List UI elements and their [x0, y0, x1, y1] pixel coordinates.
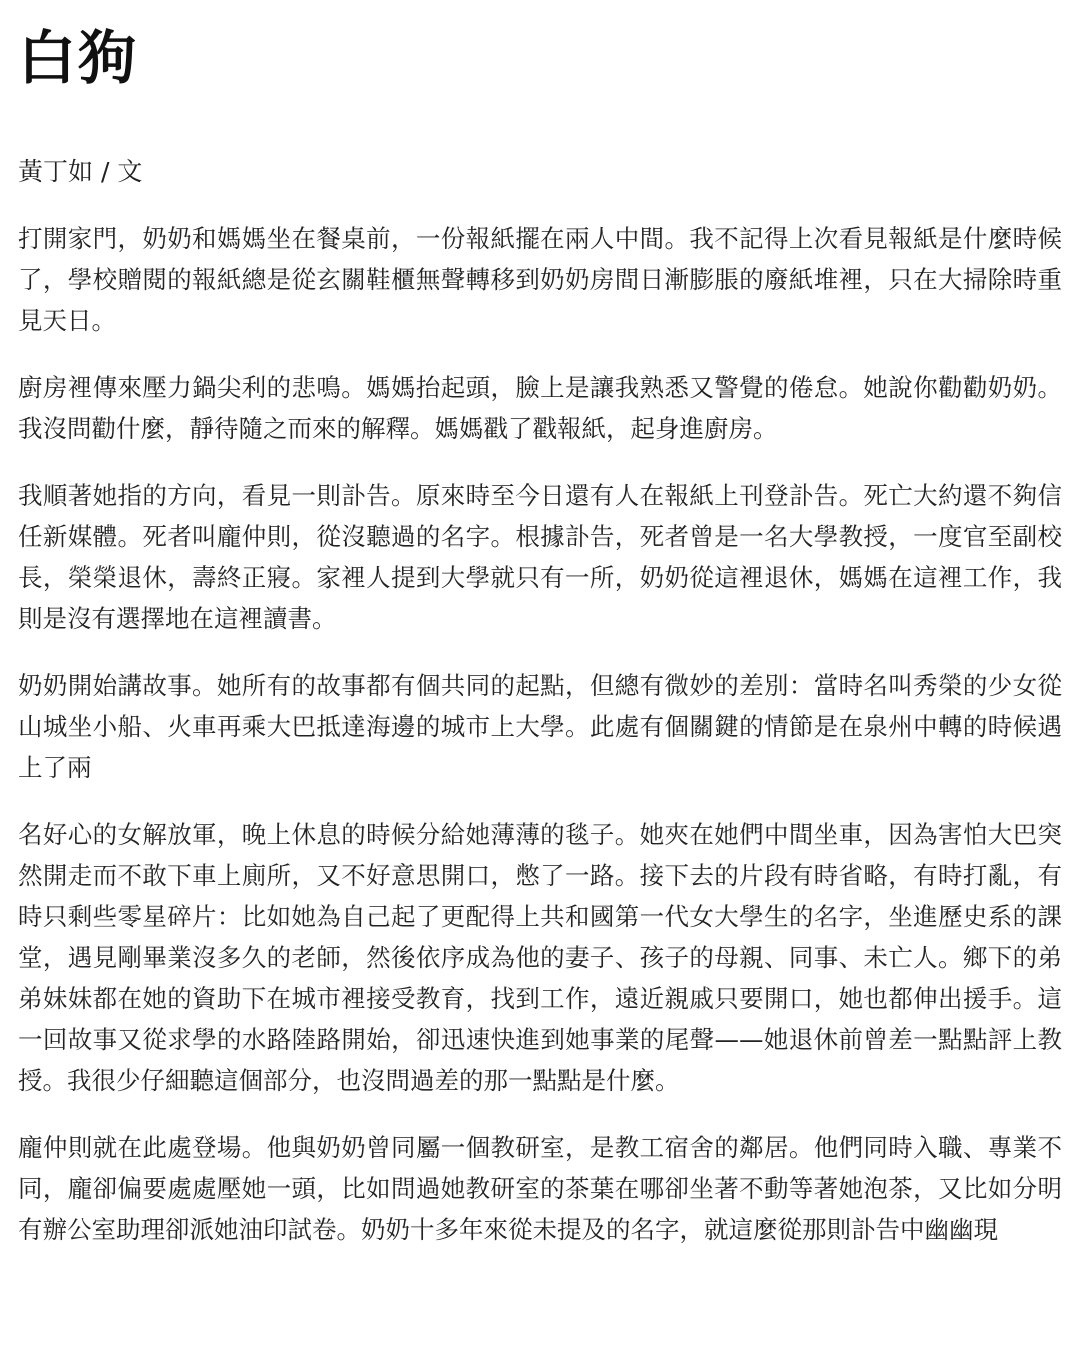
article-byline: 黃丁如 / 文 — [18, 157, 143, 186]
article-paragraph: 奶奶開始講故事。她所有的故事都有個共同的起點，但總有微妙的差別：當時名叫秀榮的少女從山城坐小船、火車再乘大巴抵達海邊的城市上大學。此處有個關鍵的情節是在泉州中轉的時候遇上了兩 — [18, 671, 1062, 782]
article-paragraph: 龐仲則就在此處登場。他與奶奶曾同屬一個教研室，是教工宿舍的鄰居。他們同時入職、專業不同，龐卻偏要處處壓她一頭，比如問過她教研室的茶葉在哪卻坐著不動等著她泡茶，又比如分明有辦公室助理卻派她油印試卷。奶奶十多年來從未提及的名字，就這麼從那則訃告中幽幽現 — [18, 1133, 1062, 1244]
article-paragraph: 廚房裡傳來壓力鍋尖利的悲鳴。媽媽抬起頭，臉上是讓我熟悉又警覺的倦怠。她說你勸勸奶奶。我沒問勸什麼，靜待隨之而來的解釋。媽媽戳了戳報紙，起身進廚房。 — [18, 373, 1062, 443]
article-paragraph: 打開家門，奶奶和媽媽坐在餐桌前，一份報紙擺在兩人中間。我不記得上次看見報紙是什麼時候了，學校贈閱的報紙總是從玄關鞋櫃無聲轉移到奶奶房間日漸膨脹的廢紙堆裡，只在大掃除時重見天日。 — [18, 224, 1062, 335]
article-paragraph: 名好心的女解放軍，晚上休息的時候分給她薄薄的毯子。她夾在她們中間坐車，因為害怕大巴突然開走而不敢下車上廁所，又不好意思開口，憋了一路。接下去的片段有時省略，有時打亂，有時只剩些零星碎片：比如她為自己起了更配得上共和國第一代女大學生的名字，坐進歷史系的課堂，遇見剛畢業沒多久的老師，然後依序成為他的妻子、孩子的母親、同事、未亡人。鄉下的弟弟妹妹都在她的資助下在城市裡接受教育，找到工作，遠近親戚只要開口，她也都伸出援手。這一回故事又從求學的水路陸路開始，卻迅速快進到她事業的尾聲——她退休前曾差一點點評上教授。我很少仔細聽這個部分，也沒問過差的那一點點是什麼。 — [18, 820, 1062, 1095]
article-title: 白狗 — [18, 24, 139, 92]
article-paragraph: 我順著她指的方向，看見一則訃告。原來時至今日還有人在報紙上刊登訃告。死亡大約還不夠信任新媒體。死者叫龐仲則，從沒聽過的名字。根據訃告，死者曾是一名大學教授，一度官至副校長，榮榮退休，壽終正寢。家裡人提到大學就只有一所，奶奶從這裡退休，媽媽在這裡工作，我則是沒有選擇地在這裡讀書。 — [18, 481, 1062, 633]
article-body — [18, 218, 1062, 1250]
